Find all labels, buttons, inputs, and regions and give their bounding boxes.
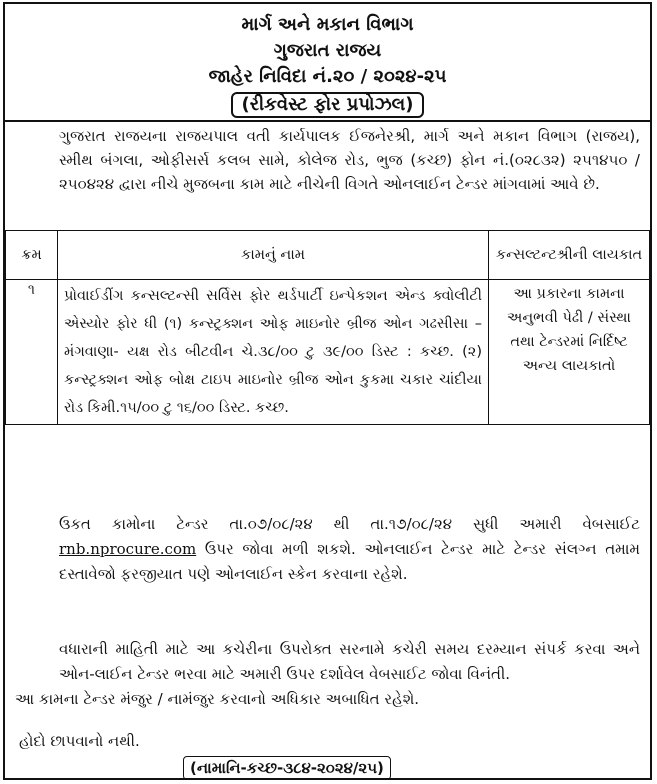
rights-text: આ કામના ટેન્ડર મંજુર / નામંજુર કરવાનો અધિકાર અબાધિત રહેશે.	[15, 690, 420, 708]
table-header-row	[6, 231, 650, 280]
row-work-name: પ્રોવાઈડીંગ કન્સલ્ટન્સી સર્વિસ ફોર થર્ડપાર્ટી ઇન્પેકશન એન્ડ ક્વોલીટી એસ્યોર ફોર ધી (૧) કન્સ્ટ્રક્શન ઓફ માઇનોર બ્રીજ ઓન ગઢસીસા – મંગવાણા- યક્ષ રોડ બીટવીન ચે.૩૮/૦૦ ટુ ૩૯/૦૦ ડિસ્ટ : કચ્છ. (૨) કન્સ્ટ્રક્શન ઓફ બોક્ષ ટાઇપ માઇનોર બ્રીજ ઓન કુકમા ચકાર ચાંદીયા રોડ કિમી.૧૫/૦૦ ટુ ૧૬/૦૦ ડિસ્ટ. કચ્છ.	[57, 280, 488, 425]
tender-number: જાહેર નિવિદા નં.૨૦ / ૨૦૨૪-૨૫	[208, 66, 447, 87]
rfp-label: (રીકવેસ્ટ ફોર પ્રપોઝલ)	[231, 92, 423, 118]
row-qualification: આ પ્રકારના કામના અનુભવી પેઢી / સંસ્થા તથા ટેન્ડરમાં નિર્દિષ્ટ અન્ય લાયકાતો	[488, 280, 649, 425]
table-row	[6, 280, 650, 425]
row-serial: ૧	[6, 280, 58, 425]
col-header-work-name: કામનું નામ	[57, 231, 488, 280]
contact-text: વધારાની માહિતી માટે આ કચેરીના ઉપરોક્ત સરનામે કચેરી સમય દરમ્યાન સંપર્ક કરવા અને ઓન-લાઈન ટેન્ડર ભરવા માટે અમારી ઉપર દર્શાવેલ વેબસાઈટ જોવા વિનંતી.	[59, 640, 640, 683]
para1-text-start: ઉકત કામોના ટેન્ડર તા.૦૭/૦૮/૨૪ થી તા.૧૭/૦૮/૨૪ સુધી અમારી વેબસાઈટ	[59, 515, 640, 533]
reference-number: (નામાનિ-કચ્છ-૩૮૪-૨૦૨૪/૨૫)	[183, 756, 391, 780]
works-table	[5, 230, 650, 425]
state-name: ગુજરાત રાજય	[273, 40, 382, 61]
department-name: માર્ગ અને મકાન વિભાગ	[241, 14, 414, 35]
tender-dates-paragraph	[15, 512, 640, 587]
website-link[interactable]: rnb.nprocure.com	[59, 540, 197, 558]
col-header-serial: ક્રમ	[6, 231, 58, 280]
notice-frame	[3, 2, 652, 780]
col-header-qualification: કન્સલ્ટન્ટશ્રીની લાયકાત	[488, 231, 649, 280]
para1-text-end: ઉપર જોવા મળી શકશે. ઓનલાઈન ટેન્ડર માટે ટેન્ડર સંલગ્ન તમામ દસ્તાવેજો ફરજીયાત પણે ઓનલાઈન સ્કેન કરવાના રહેશે.	[59, 540, 640, 583]
intro-text: ગુજરાત રાજયના રાજયપાલ વતી કાર્યપાલક ઈજનેરશ્રી, માર્ગ અને મકાન વિભાગ (રાજય), સ્મીથ બંગલા, ઓફીસર્સ કલબ સામે, કોલેજ રોડ, ભુજ (કચ્છ) ફોન નં.(૦૨૮૩૨) ૨૫૧૪૫૦ / ૨૫૦૪૨૪ દ્વારા નીચે મુજબના કામ માટે નીચેની વિગતે ઓનલાઈન ટેન્ડર માંગવામાં આવે છે.	[59, 127, 640, 193]
notice-header	[5, 4, 650, 122]
designation-note: હોદો છાપવાનો નથી.	[19, 732, 140, 750]
contact-paragraph	[15, 637, 640, 712]
intro-paragraph	[15, 124, 640, 196]
